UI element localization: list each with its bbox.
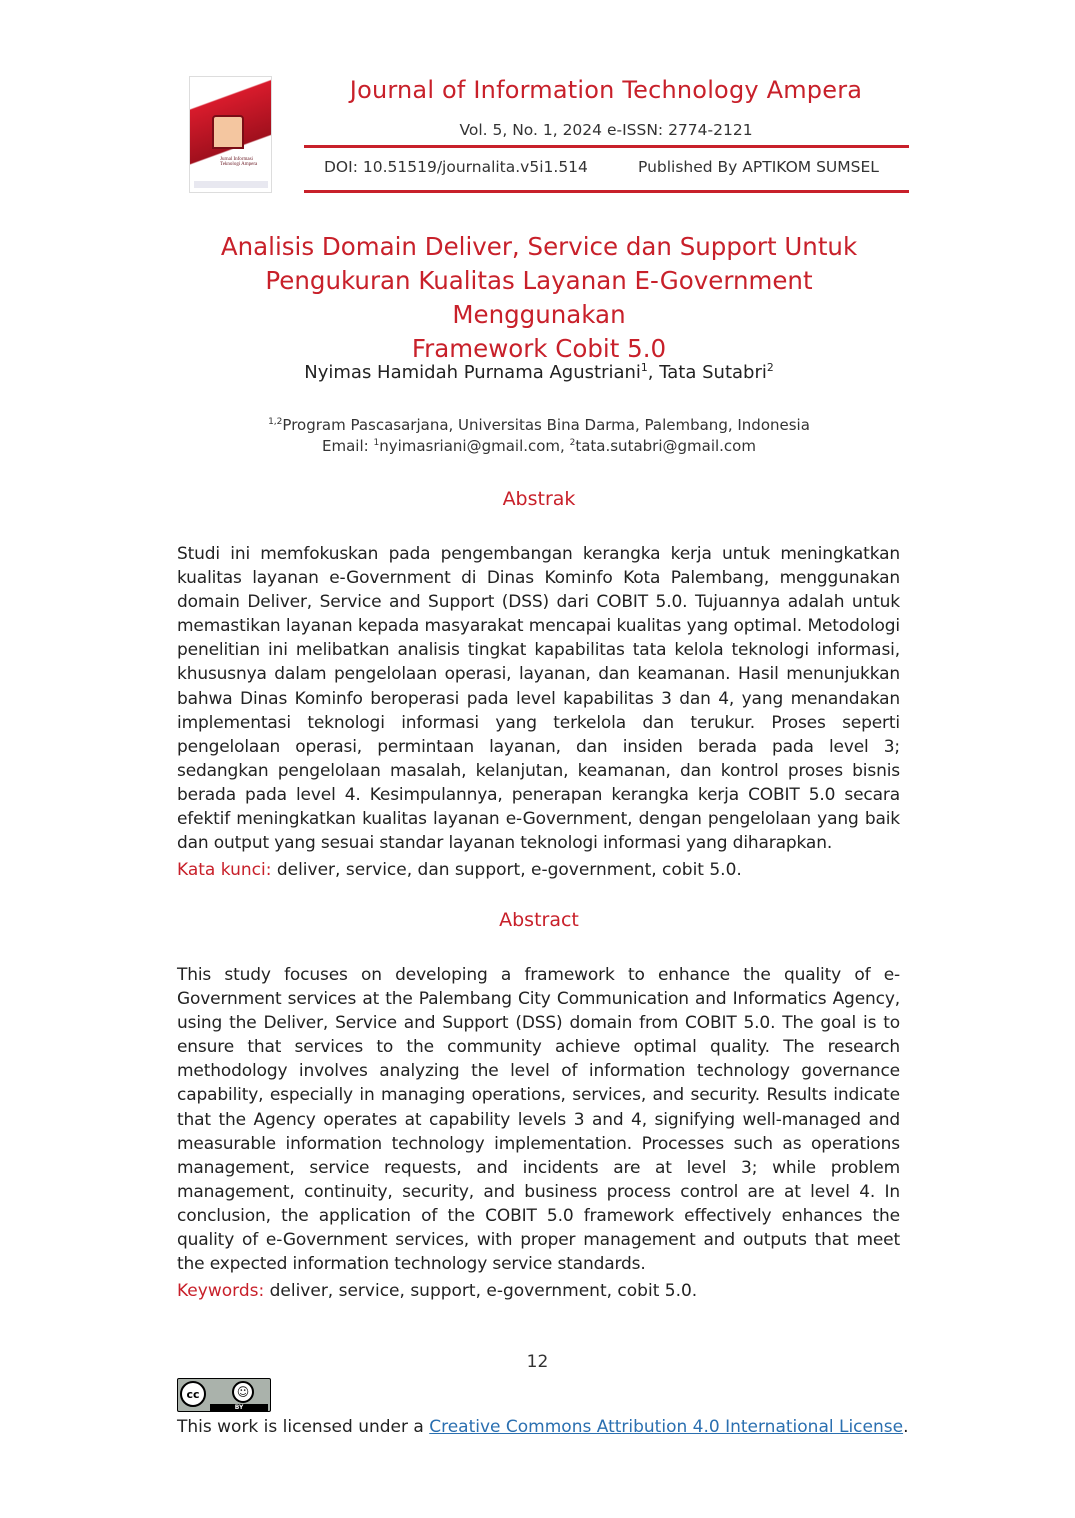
doi: DOI: 10.51519/journalita.v5i1.514 (324, 158, 588, 176)
attribution-person-icon: ☺ (232, 1381, 254, 1403)
paper-title-line: Framework Cobit 5.0 (411, 334, 667, 363)
abstract-text: This study focuses on developing a framework to enhance the quality of e-Government services at the Palembang City Communication and Informatics Agency, using the Deliver, Service and Support (DSS) domain from COBIT 5.0. The goal is to ensure that services to the community achieve optimal quality. The research methodology involves analyzing the level of information technology governance capability, especially in managing operations, services, and security. Results indicate that the Agency operates at capability levels 3 and 4, signifying well-managed and measurable information technology implementation. Processes such as operations management, service requests, and incidents are at level 3; while problem management, continuity, security, and business process control are at level 4. In conclusion, the application of the COBIT 5.0 framework effectively enhances the quality of e-Government services, with proper management and outputs that meet the expected information technology service standards. (177, 965, 900, 1275)
email-sup: 2 (569, 438, 576, 448)
keywords-label: Keywords: (177, 1281, 265, 1301)
email-separator: , (560, 437, 570, 455)
paper-title-line: Pengukuran Kualitas Layanan E-Government Menggunakan (265, 266, 813, 329)
header-rule-bottom (304, 190, 909, 193)
license-prefix: This work is licensed under a (177, 1417, 430, 1437)
author-name: Nyimas Hamidah Purnama Agustriani (304, 362, 641, 383)
affiliation-sup: 1,2 (268, 417, 283, 427)
abstract-heading: Abstract (499, 909, 579, 931)
abstrak-text: Studi ini memfokuskan pada pengembangan kerangka kerja untuk meningkatkan kualitas layanan e-Government di Dinas Kominfo Kota Palembang, menggunakan domain Deliver, Service and Support (DSS) dari COBIT 5.0. Tujuannya adalah untuk memastikan layanan kepada masyarakat mencapai kualitas yang optimal. Metodologi penelitian ini melibatkan analisis tingkat kapabilitas tata kelola teknologi informasi, khususnya dalam pengelolaan operasi, layanan, dan keamanan. Hasil menunjukkan bahwa Dinas Kominfo beroperasi pada level kapabilitas 3 dan 4, yang menandakan implementasi teknologi informasi yang terkelola dan terukur. Proses seperti pengelolaan operasi, permintaan layanan, dan insiden berada pada level 3; sedangkan pengelolaan masalah, kelanjutan, keamanan, dan kontrol proses bisnis berada pada level 4. Kesimpulannya, penerapan kerangka kerja COBIT 5.0 secara efektif meningkatkan kualitas layanan e-Government, dengan pengelolaan yang baik dan output yang sesuai standar layanan teknologi informasi yang diharapkan. (177, 544, 900, 854)
cc-icon: cc (180, 1381, 206, 1407)
authors (180, 362, 898, 383)
email-prefix: Email: (322, 437, 374, 455)
author-name: Tata Sutabri (659, 362, 767, 383)
abstrak-heading: Abstrak (502, 488, 576, 510)
keywords-values: deliver, service, support, e-government, cobit 5.0. (264, 1281, 698, 1301)
affiliation-text: Program Pascasarjana, Universitas Bina Darma, Palembang, Indonesia (282, 416, 810, 434)
kata-kunci-values: deliver, service, dan support, e-government, cobit 5.0. (271, 860, 742, 880)
author-sup: 1 (640, 361, 648, 374)
kata-kunci-line (177, 860, 900, 880)
email-line (180, 437, 898, 455)
cover-title: Jurnal Informasi Teknologi Ampera (220, 157, 258, 167)
license-suffix: . (903, 1417, 909, 1437)
kata-kunci-label: Kata kunci: (177, 860, 272, 880)
email-sup: 1 (373, 438, 380, 448)
keywords-line (177, 1281, 900, 1301)
cover-building-graphic (212, 115, 244, 149)
cc-by-license-badge[interactable] (177, 1378, 271, 1412)
affiliation (180, 416, 898, 434)
author-separator: , (647, 362, 660, 383)
author-sup: 2 (766, 361, 774, 374)
license-link[interactable]: Creative Commons Attribution 4.0 International License (429, 1417, 904, 1437)
license-line (177, 1417, 908, 1437)
journal-cover-image (189, 76, 272, 193)
email-address: nyimasriani@gmail.com (379, 437, 561, 455)
by-label: BY (210, 1404, 268, 1411)
paper-title (180, 230, 898, 366)
email-address: tata.sutabri@gmail.com (575, 437, 756, 455)
page-number: 12 (526, 1352, 549, 1372)
header-rule-top (304, 145, 909, 148)
journal-title: Journal of Information Technology Ampera (349, 76, 863, 104)
publisher: Published By APTIKOM SUMSEL (638, 158, 879, 176)
volume-line: Vol. 5, No. 1, 2024 e-ISSN: 2774-2121 (459, 121, 753, 139)
cover-strip (194, 181, 268, 188)
paper-title-line: Analisis Domain Deliver, Service dan Support Untuk (220, 232, 858, 261)
